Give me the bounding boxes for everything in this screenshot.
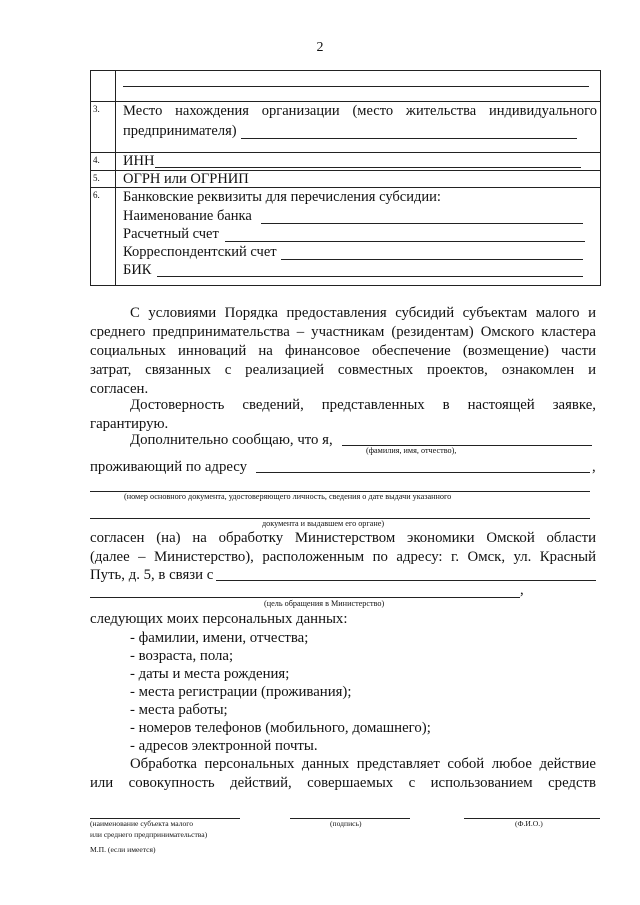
consent-line: (далее – Министерство), расположенным по адресу: г. Омск, ул. Красный bbox=[90, 549, 596, 565]
entity-name-caption bbox=[90, 818, 207, 840]
list-item: - даты и места рождения; bbox=[130, 666, 290, 682]
purpose-comma: , bbox=[520, 582, 524, 598]
list-item: - возраста, пола; bbox=[130, 648, 234, 664]
row-number: 3. bbox=[93, 104, 100, 114]
bank-name-field[interactable] bbox=[261, 223, 583, 224]
fio-caption: (фамилия, имя, отчество), bbox=[366, 446, 457, 455]
reliability-line: Достоверность сведений, представленных в настоящей заявке, bbox=[130, 397, 596, 413]
additional-info-label: Дополнительно сообщаю, что я, bbox=[130, 432, 333, 448]
personal-data-intro: следующих моих персональных данных: bbox=[90, 611, 348, 627]
corr-account-field[interactable] bbox=[281, 259, 583, 260]
ogrn-label: ОГРН или ОГРНИП bbox=[123, 171, 249, 187]
bik-field[interactable] bbox=[157, 276, 583, 277]
document-caption: (номер основного документа, удостоверяющего личность, сведения о дате выдачи указанного bbox=[124, 492, 452, 501]
row-number: 4. bbox=[93, 155, 100, 165]
bik-label: БИК bbox=[123, 262, 152, 278]
purpose-caption: (цель обращения в Министерство) bbox=[264, 599, 385, 608]
purpose-field-continued[interactable] bbox=[90, 597, 520, 598]
entity-name-caption-line1: (наименование субъекта малого bbox=[90, 819, 194, 828]
conditions-line: затрат, связанных с реализацией совместных проектов, ознакомлен и bbox=[90, 362, 596, 378]
entity-name-caption-line2: или среднего предпринимательства) bbox=[90, 830, 208, 839]
bank-name-label: Наименование банка bbox=[123, 208, 252, 224]
account-field[interactable] bbox=[225, 241, 585, 242]
table-row-divider bbox=[91, 101, 600, 102]
location-label-line2: предпринимателя) bbox=[123, 123, 237, 139]
processing-line: или совокупность действий, совершаемых с использованием средств bbox=[90, 775, 596, 791]
conditions-line: среднего предпринимательства – участникам (резидентам) Омского кластера bbox=[90, 324, 596, 340]
location-field[interactable] bbox=[241, 138, 577, 139]
corr-account-label: Корреспондентский счет bbox=[123, 244, 277, 260]
conditions-line: социальных инноваций на финансовое обеспечение (возмещение) части bbox=[90, 343, 596, 359]
consent-line: согласен (на) на обработку Министерством экономики Омской области bbox=[90, 530, 596, 546]
signature-caption: (подпись) bbox=[330, 819, 362, 828]
processing-line: Обработка персональных данных представляет собой любое действие bbox=[130, 756, 596, 772]
consent-line: Путь, д. 5, в связи с bbox=[90, 567, 214, 583]
conditions-line: согласен. bbox=[90, 381, 149, 397]
row-number: 6. bbox=[93, 190, 100, 200]
list-item: - места регистрации (проживания); bbox=[130, 684, 352, 700]
continuation-line bbox=[123, 86, 589, 87]
page-number: 2 bbox=[316, 40, 324, 55]
conditions-line: С условиями Порядка предоставления субсидий субъектам малого и bbox=[130, 305, 596, 321]
reliability-line: гарантирую. bbox=[90, 416, 169, 432]
purpose-field[interactable] bbox=[216, 580, 596, 581]
list-item: - номеров телефонов (мобильного, домашнего); bbox=[130, 720, 431, 736]
table-column-divider bbox=[115, 71, 116, 285]
address-label: проживающий по адресу bbox=[90, 459, 248, 475]
fio-signature-caption: (Ф.И.О.) bbox=[515, 819, 543, 828]
account-label: Расчетный счет bbox=[123, 226, 219, 242]
inn-label: ИНН bbox=[123, 153, 155, 169]
list-item: - фамилии, имени, отчества; bbox=[130, 630, 309, 646]
list-item: - адресов электронной почты. bbox=[130, 738, 318, 754]
document-issuer-caption: документа и выдавшем его органе) bbox=[262, 519, 385, 528]
address-field[interactable] bbox=[256, 472, 590, 473]
address-comma: , bbox=[592, 459, 596, 475]
table-row-divider bbox=[91, 152, 600, 153]
location-label-line1: Место нахождения организации (место жительства индивидуального bbox=[123, 103, 597, 119]
applicant-details-table bbox=[90, 70, 601, 286]
inn-field[interactable] bbox=[155, 167, 581, 168]
stamp-note: М.П. (если имеется) bbox=[90, 845, 156, 854]
bank-details-title: Банковские реквизиты для перечисления субсидии: bbox=[123, 189, 441, 205]
list-item: - места работы; bbox=[130, 702, 228, 718]
row-number: 5. bbox=[93, 173, 100, 183]
